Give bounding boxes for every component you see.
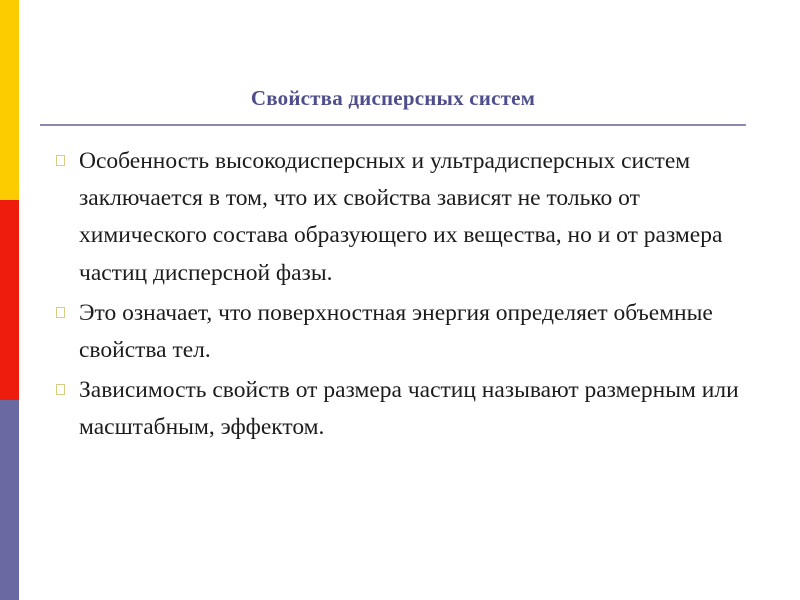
bullet-item — [0, 295, 800, 369]
square-bullet-icon — [56, 307, 65, 318]
bullet-text: Зависимость свойств от размера частиц называют размерным или масштабным, эффектом. — [79, 377, 739, 441]
title-divider — [40, 124, 746, 126]
square-bullet-icon — [56, 155, 65, 166]
square-bullet-icon — [56, 384, 65, 395]
slide-title: Свойства дисперсных систем — [250, 86, 536, 110]
slide-content — [0, 143, 800, 450]
bullet-text: Это означает, что поверхностная энергия определяет объемные свойства тел. — [79, 299, 713, 364]
bullet-item — [0, 143, 800, 292]
bullet-item — [0, 372, 800, 446]
bullet-text: Особенность высокодисперсных и ультрадисперсных систем заключается в том, что их свойства зависят не только от химического состава образующего их вещества, но и от размера частиц дисперсной фазы. — [79, 148, 723, 286]
